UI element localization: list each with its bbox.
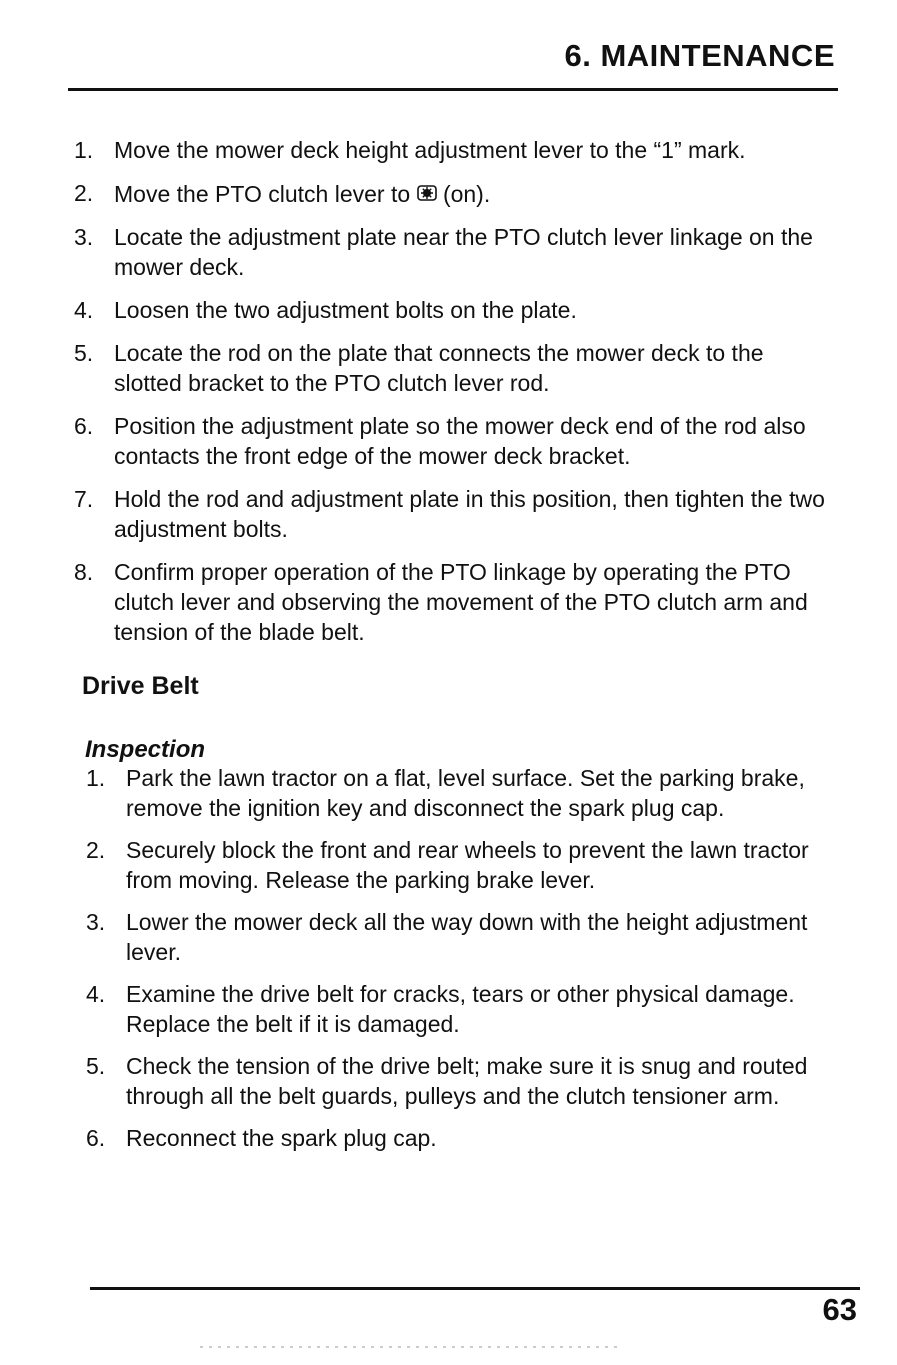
step-number: 4. [74,297,94,323]
step-text: Hold the rod and adjustment plate in this position, then tighten the two adjustment bolts. [114,486,825,542]
step-text: Park the lawn tractor on a flat, level surface. Set the parking brake, remove the ignition key and disconnect the spark plug cap. [126,765,805,821]
step-number: 5. [86,1053,106,1079]
step-text-before: Move the PTO clutch lever to [114,181,411,207]
step-number: 4. [86,981,106,1007]
step-text: Confirm proper operation of the PTO linkage by operating the PTO clutch lever and observing the movement of the PTO clutch arm and tension of the blade belt. [114,559,808,645]
list-item [0,979,897,1039]
step-number: 2. [86,837,106,863]
step-number: 5. [74,340,94,366]
step-number: 6. [86,1125,106,1151]
list-item [0,411,897,471]
step-text: Locate the adjustment plate near the PTO clutch lever linkage on the mower deck. [114,224,813,280]
step-number: 8. [74,559,94,585]
step-text: Move the mower deck height adjustment lever to the “1” mark. [114,137,746,163]
step-number: 2. [74,180,94,206]
step-number: 7. [74,486,94,512]
list-item [0,178,897,209]
step-number: 1. [86,765,106,791]
list-item [0,135,897,165]
list-item [0,835,897,895]
inspection-steps [0,763,897,1165]
pto-adjustment-steps [0,135,897,660]
pto-engaged-icon [417,178,437,194]
inspection-subheading: Inspection [85,736,206,763]
footer-rule [90,1287,860,1290]
list-item [0,222,897,282]
step-number: 3. [74,224,94,250]
step-number: 6. [74,413,94,439]
list-item [0,763,897,823]
list-item [0,1123,897,1153]
list-item [0,907,897,967]
list-item [0,1051,897,1111]
list-item [0,484,897,544]
list-item [0,557,897,647]
step-number: 3. [86,909,106,935]
step-text [114,178,834,209]
step-text: Examine the drive belt for cracks, tears or other physical damage. Replace the belt if it is damaged. [126,981,795,1037]
page-number: 63 [822,1292,857,1327]
scan-artifact [200,1346,620,1348]
list-item [0,338,897,398]
step-text: Locate the rod on the plate that connects the mower deck to the slotted bracket to the PTO clutch lever rod. [114,340,764,396]
section-title: 6. MAINTENANCE [564,38,835,73]
header-rule [68,88,838,91]
step-number: 1. [74,137,94,163]
step-text: Check the tension of the drive belt; make sure it is snug and routed through all the belt guards, pulleys and the clutch tensioner arm. [126,1053,808,1109]
step-text: Securely block the front and rear wheels to prevent the lawn tractor from moving. Release the parking brake lever. [126,837,809,893]
step-text: Reconnect the spark plug cap. [126,1125,437,1151]
step-text: Lower the mower deck all the way down with the height adjustment lever. [126,909,808,965]
step-text: Loosen the two adjustment bolts on the plate. [114,297,577,323]
step-text: Position the adjustment plate so the mower deck end of the rod also contacts the front edge of the mower deck bracket. [114,413,806,469]
step-text-after: (on). [442,181,491,207]
drive-belt-heading: Drive Belt [82,672,199,700]
list-item [0,295,897,325]
